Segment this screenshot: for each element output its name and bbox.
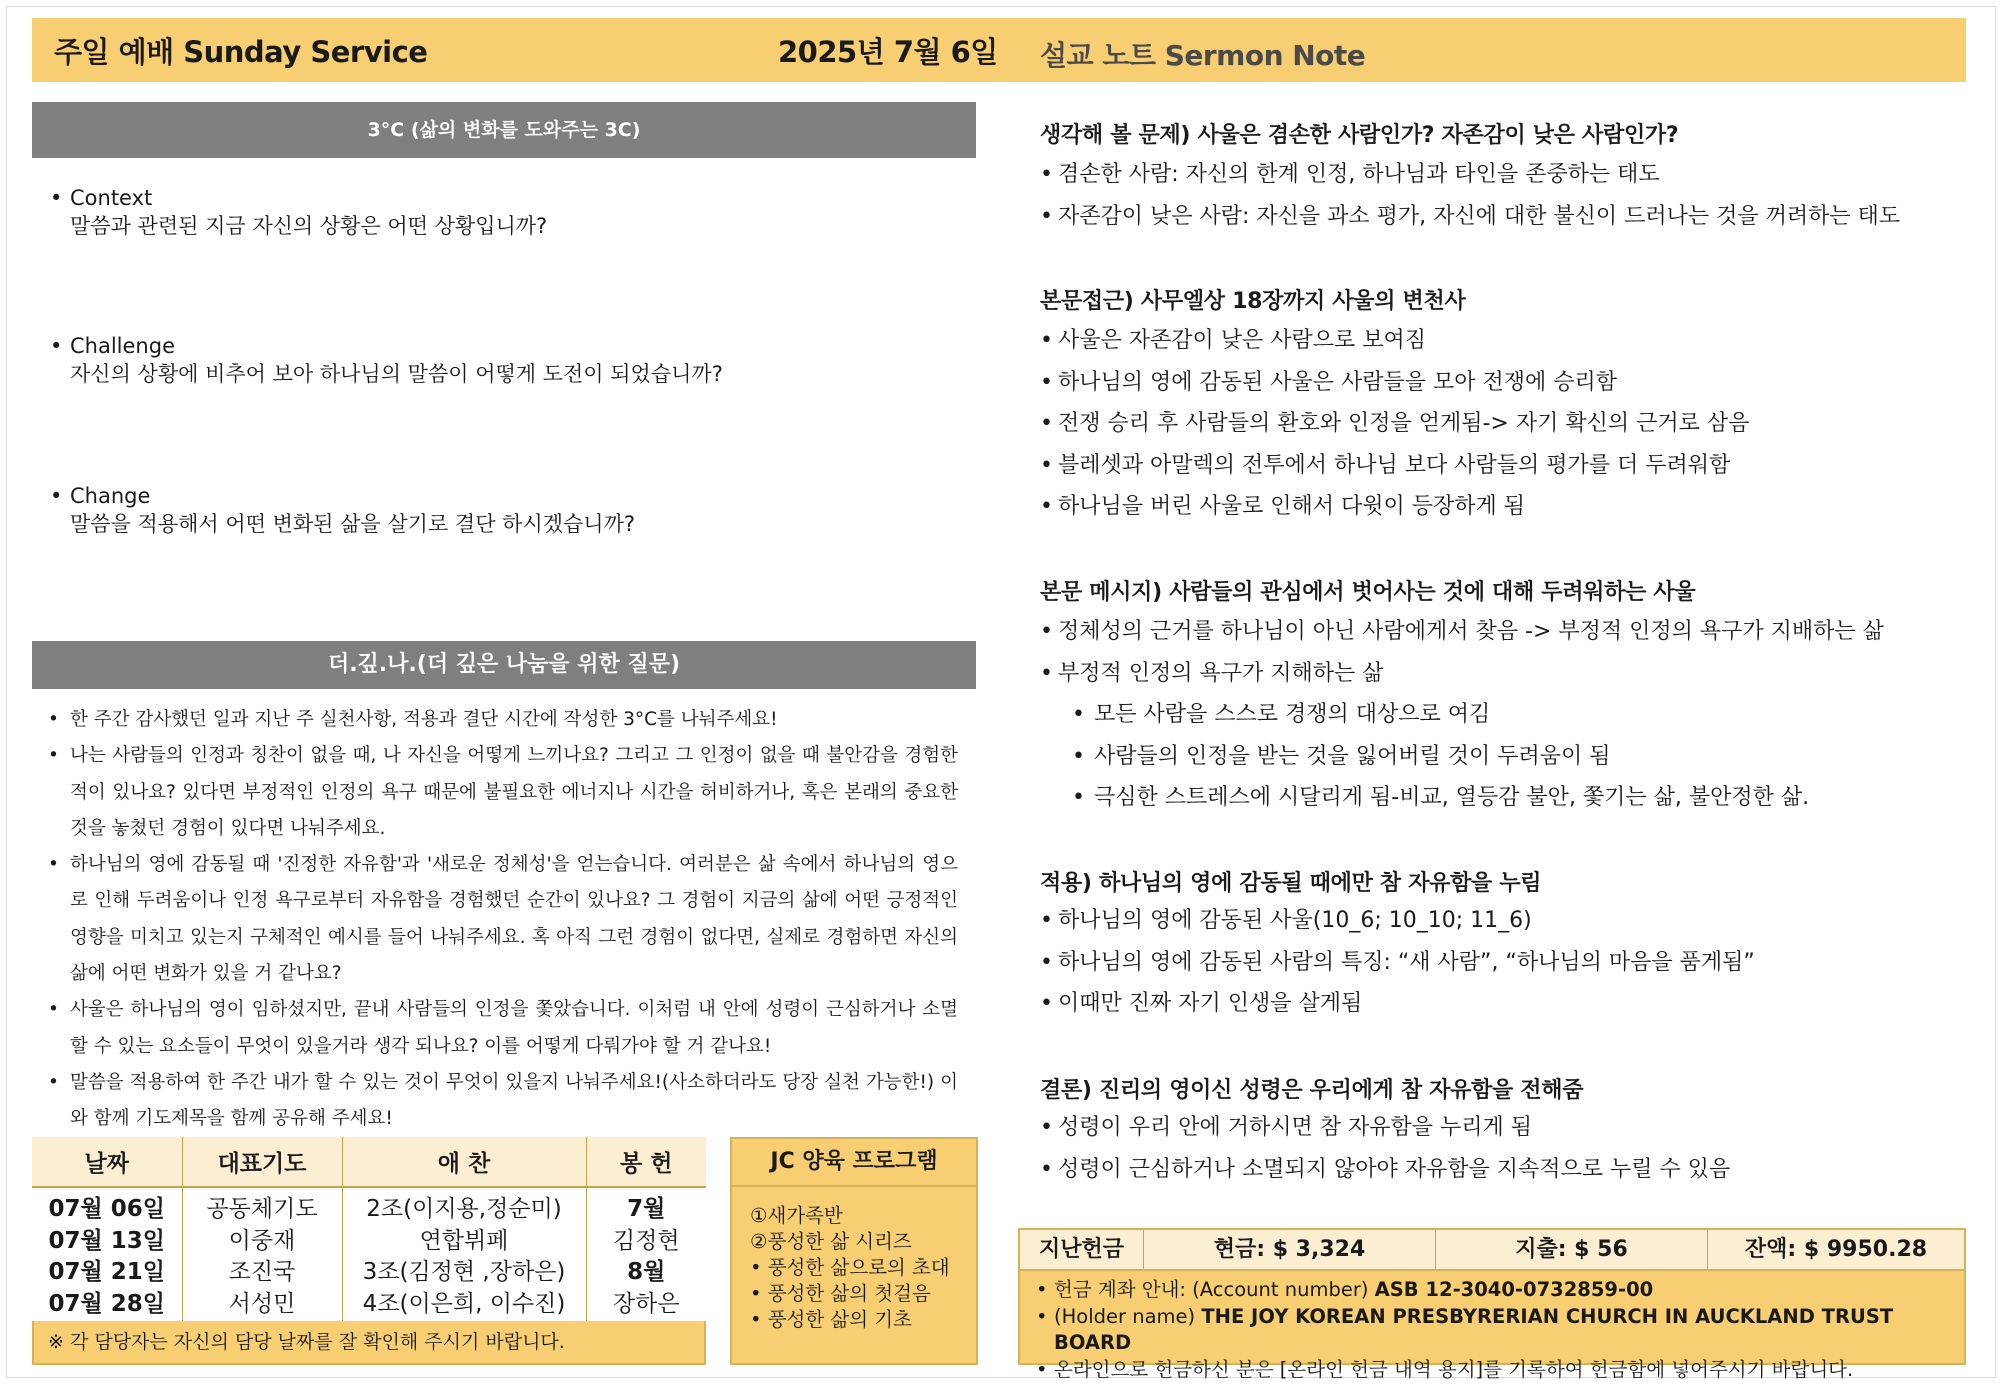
three-c-heading: 3°C (삶의 변화를 도와주는 3C) bbox=[32, 102, 976, 158]
list-item: • 온라인으로 헌금하신 분은 [온라인 헌금 내역 용지]를 기록하여 헌금함에 넣어주시기 바랍니다. bbox=[1036, 1357, 1964, 1384]
bullet-icon: • bbox=[1036, 1357, 1048, 1381]
bullet-icon: • bbox=[1072, 785, 1085, 810]
list-item: • 정체성의 근거를 하나님이 아닌 사람에게서 찾음 -> 부정적 인정의 욕구가 지배하는 삶 bbox=[1040, 611, 1884, 653]
bullet-icon: • bbox=[1072, 702, 1085, 727]
sermon-section-heading: 본문접근) 사무엘상 18장까지 사울의 변천사 bbox=[1040, 289, 1466, 314]
bullet-icon: • bbox=[1036, 1278, 1048, 1301]
bullet-icon: • bbox=[50, 334, 63, 358]
bullet-icon: • bbox=[1040, 452, 1053, 478]
sermon-section-list bbox=[1040, 154, 1900, 237]
list-item: • 극심한 스트레스에 시달리게 됨-비교, 열등감 불안, 쫓기는 삶, 불안정한 삶. bbox=[1040, 777, 1884, 819]
offering-expense: 지출: $ 56 bbox=[1436, 1230, 1708, 1269]
sermon-section-list bbox=[1040, 900, 1755, 1025]
bullet-icon: • bbox=[1040, 203, 1053, 229]
bullet-icon: • bbox=[1040, 991, 1053, 1016]
list-item: • 성령이 근심하거나 소멸되지 않아야 자유함을 지속적으로 누릴 수 있음 bbox=[1040, 1149, 1730, 1191]
date-cell: 07월 06일 07월 13일 07월 21일 07월 28일 bbox=[32, 1187, 182, 1323]
bullet-icon: • bbox=[1040, 328, 1053, 353]
list-item: • 풍성한 삶의 기초 bbox=[750, 1308, 912, 1331]
list-item: • 이때만 진짜 자기 인생을 살게됨 bbox=[1040, 983, 1755, 1025]
holder-name: THE JOY KOREAN PRESBYRERIAN CHURCH IN AUCKLAND TRUST BOARD bbox=[1054, 1304, 1894, 1354]
list-item: • 한 주간 감사했던 일과 지난 주 실천사항, 적용과 결단 시간에 작성한 3°C를 나눠주세요! bbox=[48, 702, 958, 738]
list-item: ①새가족반 bbox=[750, 1204, 843, 1227]
sermon-section-list bbox=[1040, 611, 1884, 819]
offering-account-info bbox=[1020, 1271, 1964, 1381]
bullet-icon: • bbox=[48, 745, 59, 767]
offering-label: 지난헌금 bbox=[1020, 1230, 1144, 1269]
offering-cash: 현금: $ 3,324 bbox=[1144, 1230, 1436, 1269]
list-item: • 사람들의 인정을 받는 것을 잃어버릴 것이 두려움이 됨 bbox=[1040, 736, 1884, 778]
offering-balance: 잔액: $ 9950.28 bbox=[1744, 1237, 1928, 1262]
list-item: • 블레셋과 아말렉의 전투에서 하나님 보다 사람들의 평가를 더 두려워함 bbox=[1040, 445, 1749, 487]
account-number: ASB 12-3040-0732859-00 bbox=[1374, 1278, 1654, 1301]
jc-program-list bbox=[732, 1187, 976, 1333]
list-item: • 사울은 하나님의 영이 임하셨지만, 끝내 사람들의 인정을 쫓았습니다. 이처럼 내 안에 성령이 근심하거나 소멸할 수 있는 요소들이 무엇이 있을거라 생각 되나요? 이를 어떻게 다뤄가야 할 거 같나요! bbox=[48, 992, 958, 1065]
deeper-heading: 더.깊.나.(더 깊은 나눔을 위한 질문) bbox=[32, 641, 976, 689]
list-item: • 자존감이 낮은 사람: 자신을 과소 평가, 자신에 대한 불신이 드러나는 것을 꺼려하는 태도 bbox=[1040, 196, 1900, 238]
service-date: 2025년 7월 6일 bbox=[778, 35, 998, 69]
bullet-icon: • bbox=[1040, 411, 1053, 436]
bullet-icon: • bbox=[1040, 369, 1053, 395]
list-item: • 하나님의 영에 감동될 때 '진정한 자유함'과 '새로운 정체성'을 얻는습니다. 여러분은 삶 속에서 하나님의 영으로 인해 두려움이나 인정 욕구로부터 자유함을 경험했던 순간이 있나요? 그 경험이 지금의 삶에 어떤 긍정적인 영향을 미치고 있는지 구체적인 예시를 들어 나눠주세요. 혹 아직 그런 경험이 없다면, 실제로 경험하면 자신의 삶에 어떤 변화가 있을 거 같나요? bbox=[48, 847, 958, 992]
three-c-title: Challenge bbox=[70, 334, 175, 358]
bullet-icon: • bbox=[50, 484, 63, 508]
sermon-section-list bbox=[1040, 320, 1749, 528]
bullet-icon: • bbox=[1036, 1304, 1048, 1328]
offering-box bbox=[1018, 1228, 1966, 1381]
offering-cell: 7월 김정현 8월 장하은 bbox=[586, 1187, 706, 1323]
bullet-icon: • bbox=[1040, 660, 1053, 686]
sermon-note-title: 설교 노트 Sermon Note bbox=[1040, 39, 1366, 72]
three-c-desc: 자신의 상황에 비추어 보아 하나님의 말씀이 어떻게 도전이 되었습니까? bbox=[70, 362, 723, 386]
three-c-title: Change bbox=[70, 484, 151, 508]
three-c-desc: 말씀과 관련된 지금 자신의 상황은 어떤 상황입니까? bbox=[70, 214, 548, 238]
bullet-icon: • bbox=[48, 854, 59, 876]
bullet-icon: • bbox=[50, 186, 63, 210]
sermon-section-list bbox=[1040, 1107, 1730, 1190]
list-item: • 나는 사람들의 인정과 칭찬이 없을 때, 나 자신을 어떻게 느끼나요? 그리고 그 인정이 없을 때 불안감을 경험한 적이 있나요? 있다면 부정적인 인정의 욕구 때문에 불필요한 에너지나 시간을 허비하거나, 혹은 본래의 중요한 것을 놓쳤던 경험이 있다면 나눠주세요. bbox=[48, 738, 958, 847]
list-item: • 풍성한 삶으로의 초대 bbox=[750, 1256, 950, 1279]
col-header-prayer: 대표기도 bbox=[182, 1137, 342, 1187]
list-item: • 부정적 인정의 욕구가 지해하는 삶 bbox=[1040, 653, 1884, 695]
list-item: • 겸손한 사람: 자신의 한계 인정, 하나님과 타인을 존중하는 태도 bbox=[1040, 154, 1900, 196]
three-c-change bbox=[50, 482, 635, 538]
three-c-context bbox=[50, 184, 547, 240]
list-item: • 헌금 계좌 안내: (Account number) ASB 12-3040-0732859-00 bbox=[1036, 1277, 1964, 1304]
offering-summary-row bbox=[1020, 1230, 1964, 1271]
col-header-meal: 애 찬 bbox=[342, 1137, 586, 1187]
three-c-desc: 말씀을 적용해서 어떤 변화된 삶을 살기로 결단 하시겠습니까? bbox=[70, 512, 636, 536]
col-header-date: 날짜 bbox=[32, 1137, 182, 1187]
list-item: • 하나님의 영에 감동된 사울(10_6; 10_10; 11_6) bbox=[1040, 900, 1755, 942]
bullet-icon: • bbox=[48, 1071, 59, 1093]
jc-program-title: JC 양육 프로그램 bbox=[732, 1139, 976, 1187]
three-c-challenge bbox=[50, 332, 723, 388]
list-item: • 하나님의 영에 감동된 사람의 특징: “새 사람”, “하나님의 마음을 품게됨” bbox=[1040, 942, 1755, 984]
list-item: • 하나님을 버린 사울로 인해서 다윗이 등장하게 됨 bbox=[1040, 486, 1749, 528]
bullet-icon: • bbox=[1040, 162, 1053, 187]
jc-program-box bbox=[730, 1137, 978, 1365]
list-item: ②풍성한 삶 시리즈 bbox=[750, 1230, 912, 1253]
bullet-icon: • bbox=[48, 999, 59, 1021]
sermon-section-heading: 생각해 볼 문제) 사울은 겸손한 사람인가? 자존감이 낮은 사람인가? bbox=[1040, 123, 1679, 148]
bullet-icon: • bbox=[1072, 743, 1085, 769]
deeper-question-list bbox=[48, 702, 958, 1138]
three-c-title: Context bbox=[70, 186, 153, 210]
bullet-icon: • bbox=[1040, 908, 1053, 933]
bullet-icon: • bbox=[1040, 619, 1053, 644]
bullet-icon: • bbox=[1040, 949, 1053, 975]
bullet-icon: • bbox=[48, 709, 59, 730]
list-item: • 풍성한 삶의 첫걸음 bbox=[750, 1282, 931, 1305]
list-item: • 모든 사람을 스스로 경쟁의 대상으로 여김 bbox=[1040, 694, 1884, 736]
bullet-icon: • bbox=[1040, 1115, 1053, 1140]
meal-cell: 2조(이지용,정순미) 연합뷔페 3조(김정현 ,장하은) 4조(이은희, 이수진) bbox=[342, 1187, 586, 1323]
sermon-section-heading: 본문 메시지) 사람들의 관심에서 벗어사는 것에 대해 두려워하는 사울 bbox=[1040, 580, 1696, 605]
table-header-row bbox=[32, 1137, 706, 1187]
list-item: • 사울은 자존감이 낮은 사람으로 보여짐 bbox=[1040, 320, 1749, 362]
schedule-table bbox=[32, 1137, 706, 1323]
sermon-section-heading: 적용) 하나님의 영에 감동될 때에만 참 자유함을 누림 bbox=[1040, 871, 1542, 896]
schedule-note: ※ 각 담당자는 자신의 담당 날짜를 잘 확인해 주시기 바랍니다. bbox=[32, 1321, 706, 1365]
list-item: • 성령이 우리 안에 거하시면 참 자유함을 누리게 됨 bbox=[1040, 1107, 1730, 1149]
bullet-icon: • bbox=[1040, 1156, 1053, 1182]
list-item: • 전쟁 승리 후 사람들의 환호와 인정을 얻게됨-> 자기 확신의 근거로 삼음 bbox=[1040, 403, 1749, 445]
bullet-icon: • bbox=[1040, 494, 1053, 519]
list-item: • 말씀을 적용하여 한 주간 내가 할 수 있는 것이 무엇이 있을지 나눠주세요!(사소하더라도 당장 실천 가능한!) 이와 함께 기도제목을 함께 공유해 주세요! bbox=[48, 1065, 958, 1138]
table-row bbox=[32, 1187, 706, 1323]
list-item: • (Holder name) THE JOY KOREAN PRESBYRERIAN CHURCH IN AUCKLAND TRUST BOARD bbox=[1036, 1304, 1894, 1354]
prayer-cell: 공동체기도 이중재 조진국 서성민 bbox=[182, 1187, 342, 1323]
service-title: 주일 예배 Sunday Service bbox=[54, 35, 428, 69]
top-banner bbox=[32, 18, 1966, 82]
list-item: • 하나님의 영에 감동된 사울은 사람들을 모아 전쟁에 승리함 bbox=[1040, 362, 1749, 404]
sermon-section-heading: 결론) 진리의 영이신 성령은 우리에게 참 자유함을 전해줌 bbox=[1040, 1078, 1584, 1103]
col-header-offering: 봉 헌 bbox=[586, 1137, 706, 1187]
